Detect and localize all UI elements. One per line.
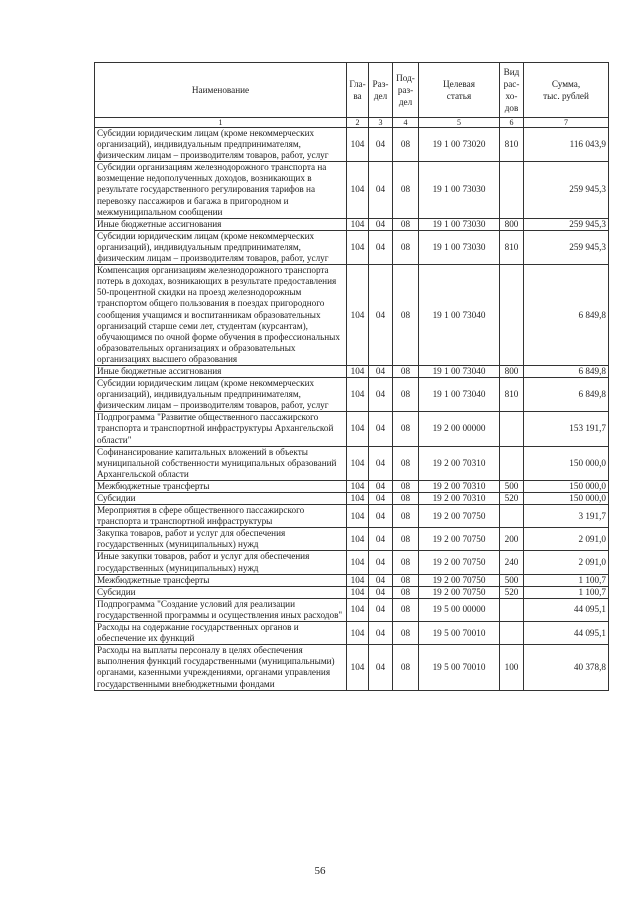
row-section: 04	[369, 480, 393, 492]
row-section: 04	[369, 645, 393, 690]
row-sum: 153 191,7	[524, 412, 609, 446]
row-name: Софинансирование капитальных вложений в объекты муниципальной собственности муниципальных образований Архангельской области	[95, 446, 347, 480]
row-sum: 3 191,7	[524, 505, 609, 528]
table-row	[95, 218, 609, 230]
row-subsection: 08	[393, 622, 419, 645]
row-target: 19 2 00 70750	[419, 528, 500, 551]
row-section: 04	[369, 365, 393, 377]
header-section: Раз- дел	[369, 63, 393, 118]
row-chapter: 104	[347, 493, 369, 505]
table-row	[95, 505, 609, 528]
row-expense-type	[500, 446, 524, 480]
row-name: Закупка товаров, работ и услуг для обеспечения государственных (муниципальных) нужд	[95, 528, 347, 551]
row-section: 04	[369, 412, 393, 446]
row-name: Субсидии	[95, 586, 347, 598]
row-section: 04	[369, 446, 393, 480]
row-subsection: 08	[393, 218, 419, 230]
row-subsection: 08	[393, 412, 419, 446]
row-section: 04	[369, 528, 393, 551]
header-expense-type: Вид рас- хо- дов	[500, 63, 524, 118]
row-subsection: 08	[393, 265, 419, 366]
row-chapter: 104	[347, 528, 369, 551]
row-chapter: 104	[347, 645, 369, 690]
row-target: 19 1 00 73040	[419, 265, 500, 366]
column-number: 5	[419, 118, 500, 128]
row-target: 19 2 00 70750	[419, 551, 500, 574]
row-expense-type	[500, 598, 524, 621]
row-target: 19 2 00 70750	[419, 505, 500, 528]
row-target: 19 2 00 00000	[419, 412, 500, 446]
column-number-row	[95, 118, 609, 128]
row-section: 04	[369, 128, 393, 162]
row-chapter: 104	[347, 128, 369, 162]
row-chapter: 104	[347, 480, 369, 492]
row-chapter: 104	[347, 505, 369, 528]
row-section: 04	[369, 230, 393, 264]
row-sum: 2 091,0	[524, 551, 609, 574]
row-chapter: 104	[347, 412, 369, 446]
row-target: 19 5 00 70010	[419, 645, 500, 690]
row-sum: 40 378,8	[524, 645, 609, 690]
header-chapter: Гла- ва	[347, 63, 369, 118]
row-sum: 150 000,0	[524, 480, 609, 492]
row-sum: 116 043,9	[524, 128, 609, 162]
row-subsection: 08	[393, 586, 419, 598]
row-chapter: 104	[347, 622, 369, 645]
row-name: Подпрограмма "Развитие общественного пассажирского транспорта и транспортной инфраструктуры Архангельской области"	[95, 412, 347, 446]
row-sum: 1 100,7	[524, 586, 609, 598]
row-sum: 44 095,1	[524, 598, 609, 621]
row-subsection: 08	[393, 365, 419, 377]
row-target: 19 2 00 70310	[419, 480, 500, 492]
row-target: 19 2 00 70310	[419, 446, 500, 480]
row-subsection: 08	[393, 493, 419, 505]
row-expense-type: 520	[500, 586, 524, 598]
row-chapter: 104	[347, 446, 369, 480]
row-sum: 6 849,8	[524, 365, 609, 377]
row-chapter: 104	[347, 574, 369, 586]
row-sum: 150 000,0	[524, 446, 609, 480]
row-name: Межбюджетные трансферты	[95, 480, 347, 492]
row-name: Субсидии организациям железнодорожного транспорта на возмещение недополученных доходов, возникающих в результате государственного регулирования тарифов на перевозку пассажиров и багажа в пригородном и межмуниципальном сообщении	[95, 162, 347, 218]
table-row	[95, 480, 609, 492]
row-name: Иные бюджетные ассигнования	[95, 365, 347, 377]
table-row	[95, 162, 609, 218]
row-sum: 150 000,0	[524, 493, 609, 505]
row-expense-type	[500, 622, 524, 645]
row-chapter: 104	[347, 365, 369, 377]
row-expense-type: 100	[500, 645, 524, 690]
row-target: 19 1 00 73040	[419, 378, 500, 412]
row-subsection: 08	[393, 378, 419, 412]
row-section: 04	[369, 493, 393, 505]
row-chapter: 104	[347, 218, 369, 230]
row-section: 04	[369, 218, 393, 230]
header-sum: Сумма, тыс. рублей	[524, 63, 609, 118]
row-target: 19 5 00 70010	[419, 622, 500, 645]
column-number: 2	[347, 118, 369, 128]
row-expense-type: 500	[500, 574, 524, 586]
row-expense-type	[500, 412, 524, 446]
header-target: Целевая статья	[419, 63, 500, 118]
row-sum: 6 849,8	[524, 378, 609, 412]
table-row	[95, 230, 609, 264]
row-subsection: 08	[393, 230, 419, 264]
row-section: 04	[369, 265, 393, 366]
table-body	[95, 128, 609, 691]
row-name: Расходы на содержание государственных органов и обеспечение их функций	[95, 622, 347, 645]
row-section: 04	[369, 574, 393, 586]
row-name: Подпрограмма "Создание условий для реализации государственной программы и осуществления иных расходов"	[95, 598, 347, 621]
row-chapter: 104	[347, 586, 369, 598]
row-name: Субсидии	[95, 493, 347, 505]
column-number: 3	[369, 118, 393, 128]
row-target: 19 2 00 70310	[419, 493, 500, 505]
row-sum: 259 945,3	[524, 230, 609, 264]
row-name: Мероприятия в сфере общественного пассажирского транспорта и транспортной инфраструктуры	[95, 505, 347, 528]
row-expense-type: 240	[500, 551, 524, 574]
row-target: 19 1 00 73020	[419, 128, 500, 162]
row-sum: 259 945,3	[524, 162, 609, 218]
budget-table	[94, 62, 609, 691]
row-subsection: 08	[393, 480, 419, 492]
row-name: Компенсация организациям железнодорожного транспорта потерь в доходах, возникающих в результате предоставления 50-процентной скидки на проезд железнодорожным транспортом общего пользования в поездах пригородного сообщения учащимся и воспитанникам образовательных организаций старше семи лет, студентам (курсантам), обучающимся по очной форме обучения в профессиональных образовательных организациях и образовательных организациях высшего образования	[95, 265, 347, 366]
row-expense-type: 500	[500, 480, 524, 492]
row-target: 19 1 00 73030	[419, 218, 500, 230]
table-row	[95, 551, 609, 574]
row-subsection: 08	[393, 645, 419, 690]
row-chapter: 104	[347, 551, 369, 574]
table-row	[95, 378, 609, 412]
table-row	[95, 265, 609, 366]
row-section: 04	[369, 551, 393, 574]
row-section: 04	[369, 505, 393, 528]
row-expense-type: 810	[500, 230, 524, 264]
table-row	[95, 622, 609, 645]
row-expense-type: 810	[500, 378, 524, 412]
row-expense-type: 520	[500, 493, 524, 505]
row-name: Иные бюджетные ассигнования	[95, 218, 347, 230]
row-target: 19 1 00 73040	[419, 365, 500, 377]
table-row	[95, 598, 609, 621]
row-chapter: 104	[347, 378, 369, 412]
row-expense-type: 800	[500, 365, 524, 377]
row-sum: 44 095,1	[524, 622, 609, 645]
row-section: 04	[369, 586, 393, 598]
column-number: 7	[524, 118, 609, 128]
row-expense-type	[500, 505, 524, 528]
row-name: Межбюджетные трансферты	[95, 574, 347, 586]
table-row	[95, 412, 609, 446]
table-row	[95, 645, 609, 690]
table-row	[95, 446, 609, 480]
row-chapter: 104	[347, 598, 369, 621]
row-section: 04	[369, 378, 393, 412]
row-sum: 259 945,3	[524, 218, 609, 230]
row-section: 04	[369, 622, 393, 645]
row-sum: 1 100,7	[524, 574, 609, 586]
table-header-row	[95, 63, 609, 118]
row-subsection: 08	[393, 598, 419, 621]
column-number: 6	[500, 118, 524, 128]
row-section: 04	[369, 598, 393, 621]
column-number: 4	[393, 118, 419, 128]
row-subsection: 08	[393, 128, 419, 162]
row-target: 19 2 00 70750	[419, 586, 500, 598]
row-subsection: 08	[393, 551, 419, 574]
row-name: Субсидии юридическим лицам (кроме некоммерческих организаций), индивидуальным предпринимателям, физическим лицам – производителям товаров, работ, услуг	[95, 128, 347, 162]
column-number: 1	[95, 118, 347, 128]
header-subsection: Под- раз- дел	[393, 63, 419, 118]
row-expense-type	[500, 162, 524, 218]
row-target: 19 1 00 73030	[419, 230, 500, 264]
row-sum: 2 091,0	[524, 528, 609, 551]
row-chapter: 104	[347, 265, 369, 366]
row-chapter: 104	[347, 230, 369, 264]
header-name: Наименование	[95, 63, 347, 118]
page-number: 56	[314, 865, 326, 877]
table-row	[95, 528, 609, 551]
row-expense-type: 810	[500, 128, 524, 162]
row-name: Иные закупки товаров, работ и услуг для обеспечения государственных (муниципальных) нужд	[95, 551, 347, 574]
row-name: Субсидии юридическим лицам (кроме некоммерческих организаций), индивидуальным предпринимателям, физическим лицам – производителям товаров, работ, услуг	[95, 230, 347, 264]
row-subsection: 08	[393, 528, 419, 551]
row-subsection: 08	[393, 574, 419, 586]
row-subsection: 08	[393, 162, 419, 218]
row-name: Субсидии юридическим лицам (кроме некоммерческих организаций), индивидуальным предпринимателям, физическим лицам – производителям товаров, работ, услуг	[95, 378, 347, 412]
row-subsection: 08	[393, 505, 419, 528]
table-row	[95, 128, 609, 162]
row-name: Расходы на выплаты персоналу в целях обеспечения выполнения функций государственными (муниципальными) органами, казенными учреждениями, органами управления государственными внебюджетными фондами	[95, 645, 347, 690]
row-subsection: 08	[393, 446, 419, 480]
row-expense-type: 800	[500, 218, 524, 230]
row-target: 19 5 00 00000	[419, 598, 500, 621]
row-expense-type: 200	[500, 528, 524, 551]
table-row	[95, 586, 609, 598]
row-section: 04	[369, 162, 393, 218]
table-row	[95, 493, 609, 505]
row-expense-type	[500, 265, 524, 366]
row-chapter: 104	[347, 162, 369, 218]
row-target: 19 1 00 73030	[419, 162, 500, 218]
table-row	[95, 574, 609, 586]
table-row	[95, 365, 609, 377]
row-target: 19 2 00 70750	[419, 574, 500, 586]
row-sum: 6 849,8	[524, 265, 609, 366]
